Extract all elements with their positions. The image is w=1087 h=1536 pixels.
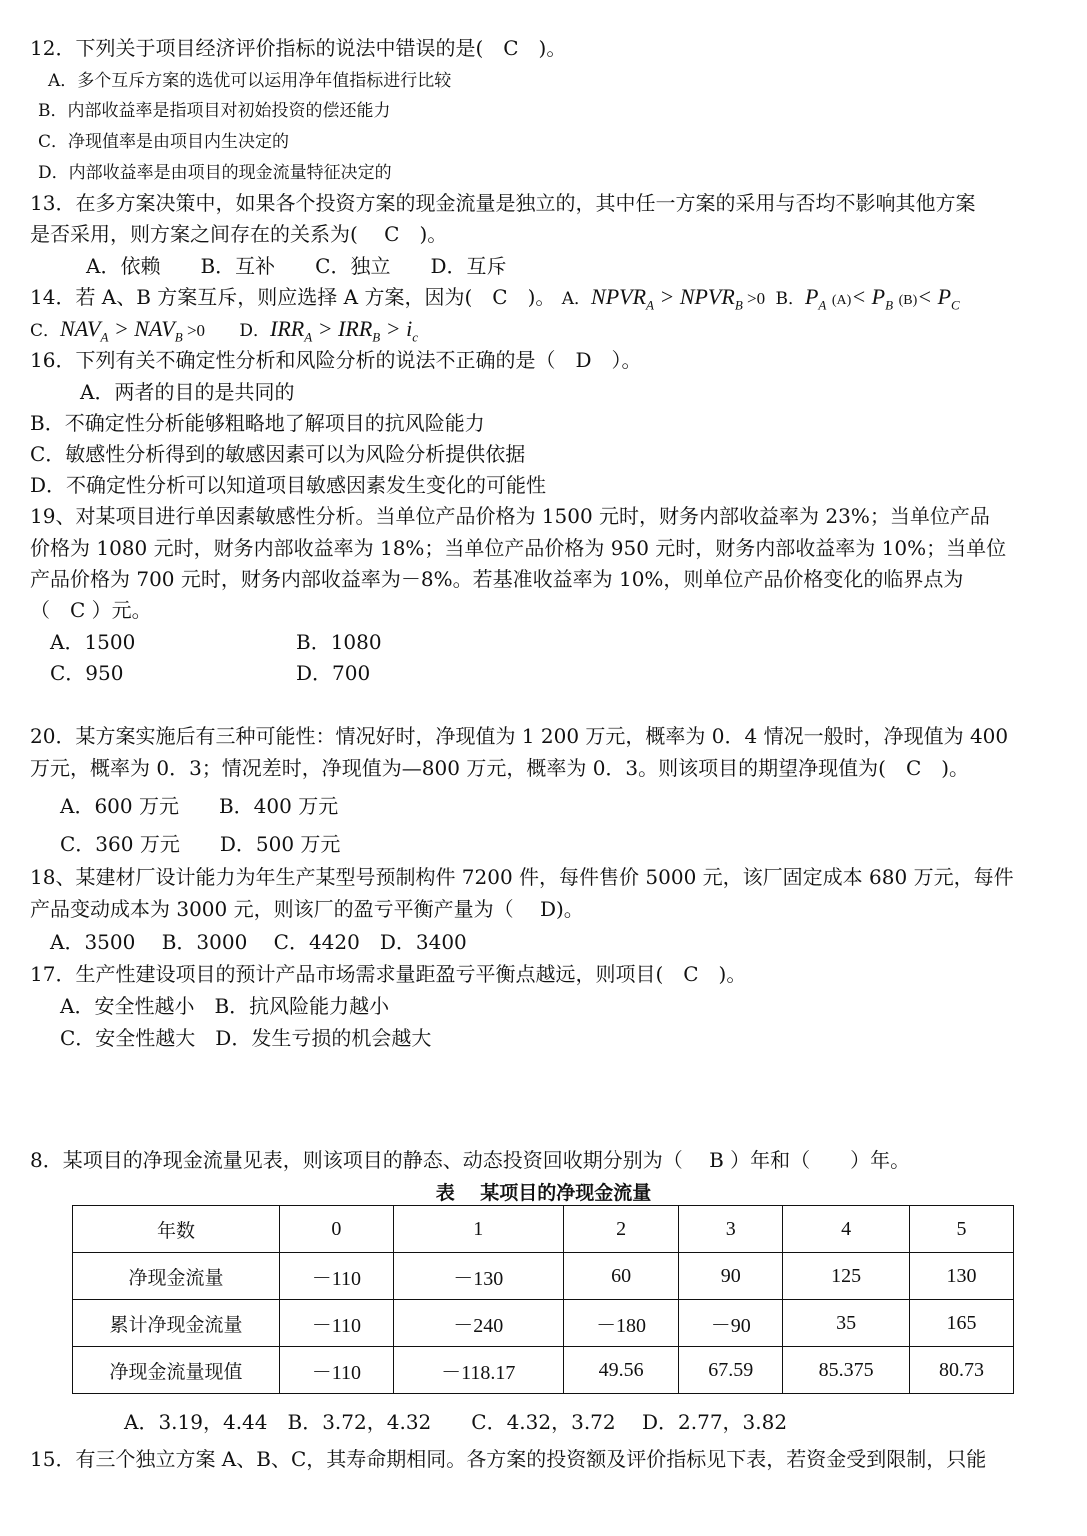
table-cell: 67.59 (679, 1347, 783, 1394)
q20-stem-line1: 20．某方案实施后有三种可能性：情况好时，净现值为 1 200 万元，概率为 0．4 情况一般时，净现值为 400 (30, 724, 1009, 748)
q17-stem: 17．生产性建设项目的预计产品市场需求量距盈亏平衡点越远，则项目( C )。 (30, 962, 747, 986)
table-cell: 35 (783, 1300, 910, 1347)
table-cell: －240 (393, 1300, 563, 1347)
q19-stem-line3: 产品价格为 700 元时，财务内部收益率为－8%。若基准收益率为 10%，则单位产品价格变化的临界点为 (30, 567, 964, 591)
table-row-label: 累计净现金流量 (73, 1300, 280, 1347)
q14-line2 (30, 316, 418, 350)
table-caption: 表 某项目的净现金流量 (435, 1182, 652, 1204)
q19-option-b: B．1080 (296, 630, 382, 654)
q19-option-c: C．950 (50, 661, 124, 685)
q13-stem-line2: 是否采用，则方案之间存在的关系为( C )。 (30, 222, 448, 246)
table-cell: －110 (280, 1347, 394, 1394)
q20-stem-line2: 万元，概率为 0．3；情况差时，净现值为—800 万元，概率为 0．3。则该项目的期望净现值为( C )。 (30, 756, 970, 780)
q16-option-b: B．不确定性分析能够粗略地了解项目的抗风险能力 (30, 411, 485, 435)
table-header-cell: 2 (563, 1206, 678, 1253)
q13-options: A．依赖 B．互补 C．独立 D．互斥 (86, 254, 507, 278)
q14-option-d-label: D． (239, 321, 271, 341)
q14-option-b-label: B． (775, 289, 805, 309)
table-header-cell: 3 (679, 1206, 783, 1253)
q12-option-a: A．多个互斥方案的选优可以运用净年值指标进行比较 (48, 71, 452, 91)
table-header-cell: 0 (280, 1206, 394, 1253)
q14-option-c-formula: $NAV_A > NAV_B >0$ (60, 316, 206, 345)
q20-options-ab: A．600 万元 B．400 万元 (60, 794, 339, 818)
table-cell: 125 (783, 1253, 910, 1300)
table-header-cell: 年数 (73, 1206, 280, 1253)
table-cell: －90 (679, 1300, 783, 1347)
q18-options: A．3500 B．3000 C．4420 D．3400 (50, 930, 467, 954)
table-cell: 130 (909, 1253, 1013, 1300)
q14-option-c-label: C． (30, 321, 61, 341)
table-cell: －110 (280, 1253, 394, 1300)
table-row-label: 净现金流量现值 (73, 1347, 280, 1394)
q19-stem-line2: 价格为 1080 元时，财务内部收益率为 18%；当单位产品价格为 950 元时，财务内部收益率为 10%；当单位 (30, 536, 1007, 560)
q19-option-a: A．1500 (50, 630, 136, 654)
q20-options-cd: C．360 万元 D．500 万元 (60, 832, 341, 856)
q14-option-a-formula: $NPVR_A$ > $NPVR_B >0$ (591, 284, 766, 313)
table-cell: 165 (909, 1300, 1013, 1347)
q16-option-d: D．不确定性分析可以知道项目敏感因素发生变化的可能性 (30, 473, 547, 497)
cash-flow-table (72, 1205, 1014, 1394)
table-cell: －180 (563, 1300, 678, 1347)
q15-stem: 15．有三个独立方案 A、B、C，其寿命期相同。各方案的投资额及评价指标见下表，若资金受到限制，只能 (30, 1447, 987, 1471)
q16-option-c: C．敏感性分析得到的敏感因素可以为风险分析提供依据 (30, 442, 526, 466)
q12-option-b: B．内部收益率是指项目对初始投资的偿还能力 (38, 101, 391, 121)
table-cell: －118.17 (393, 1347, 563, 1394)
q16-stem: 16．下列有关不确定性分析和风险分析的说法不正确的是（ D ）。 (30, 348, 642, 372)
table-cell: 85.375 (783, 1347, 910, 1394)
table-row (73, 1347, 1014, 1394)
q8-stem: 8．某项目的净现金流量见表，则该项目的静态、动态投资回收期分别为（ B ）年和（ ）年。 (30, 1148, 911, 1172)
q8-options: A．3.19，4.44 B．3.72，4.32 C．4.32，3.72 D．2.77，3.82 (124, 1410, 788, 1434)
q19-option-d: D．700 (296, 661, 371, 685)
q19-stem-line1: 19、对某项目进行单因素敏感性分析。当单位产品价格为 1500 元时，财务内部收益率为 23%；当单位产品 (30, 504, 990, 528)
q12-stem: 12．下列关于项目经济评价指标的说法中错误的是( C )。 (30, 36, 567, 60)
q14-option-b-formula: $P_A$ $(A)< P_B$ $(B)< P_C$ (804, 284, 960, 313)
table-header-cell: 1 (393, 1206, 563, 1253)
q14-option-a-label: A． (561, 289, 592, 309)
table-row-label: 净现金流量 (73, 1253, 280, 1300)
q17-options-cd: C．安全性越大 D．发生亏损的机会越大 (60, 1026, 432, 1050)
q18-stem-line1: 18、某建材厂设计能力为年生产某型号预制构件 7200 件，每件售价 5000 元，该厂固定成本 680 万元，每件 (30, 865, 1014, 889)
q14-option-d-formula: $IRR_A > IRR_B > i_c$ (270, 316, 418, 345)
q18-stem-line2: 产品变动成本为 3000 元，则该厂的盈亏平衡产量为（ D)。 (30, 897, 584, 921)
table-cell: 80.73 (909, 1347, 1013, 1394)
table-row (73, 1253, 1014, 1300)
table-cell: 60 (563, 1253, 678, 1300)
table-row (73, 1300, 1014, 1347)
q14-line1 (30, 284, 960, 318)
table-cell: －110 (280, 1300, 394, 1347)
table-header-cell: 4 (783, 1206, 910, 1253)
table-header-row (73, 1206, 1014, 1253)
q14-stem: 14．若 A、B 方案互斥，则应选择 A 方案，因为( C )。 (30, 285, 556, 309)
q17-options-ab: A．安全性越小 B．抗风险能力越小 (60, 994, 390, 1018)
q13-stem-line1: 13．在多方案决策中，如果各个投资方案的现金流量是独立的，其中任一方案的采用与否均不影响其他方案 (30, 191, 976, 215)
q19-stem-line4: （ C ）元。 (30, 598, 152, 622)
table-header-cell: 5 (909, 1206, 1013, 1253)
q12-option-c: C．净现值率是由项目内生决定的 (38, 132, 290, 152)
table-cell: 49.56 (563, 1347, 678, 1394)
q16-option-a: A．两者的目的是共同的 (80, 380, 295, 404)
q12-option-d: D．内部收益率是由项目的现金流量特征决定的 (38, 163, 392, 183)
table-cell: 90 (679, 1253, 783, 1300)
table-cell: －130 (393, 1253, 563, 1300)
